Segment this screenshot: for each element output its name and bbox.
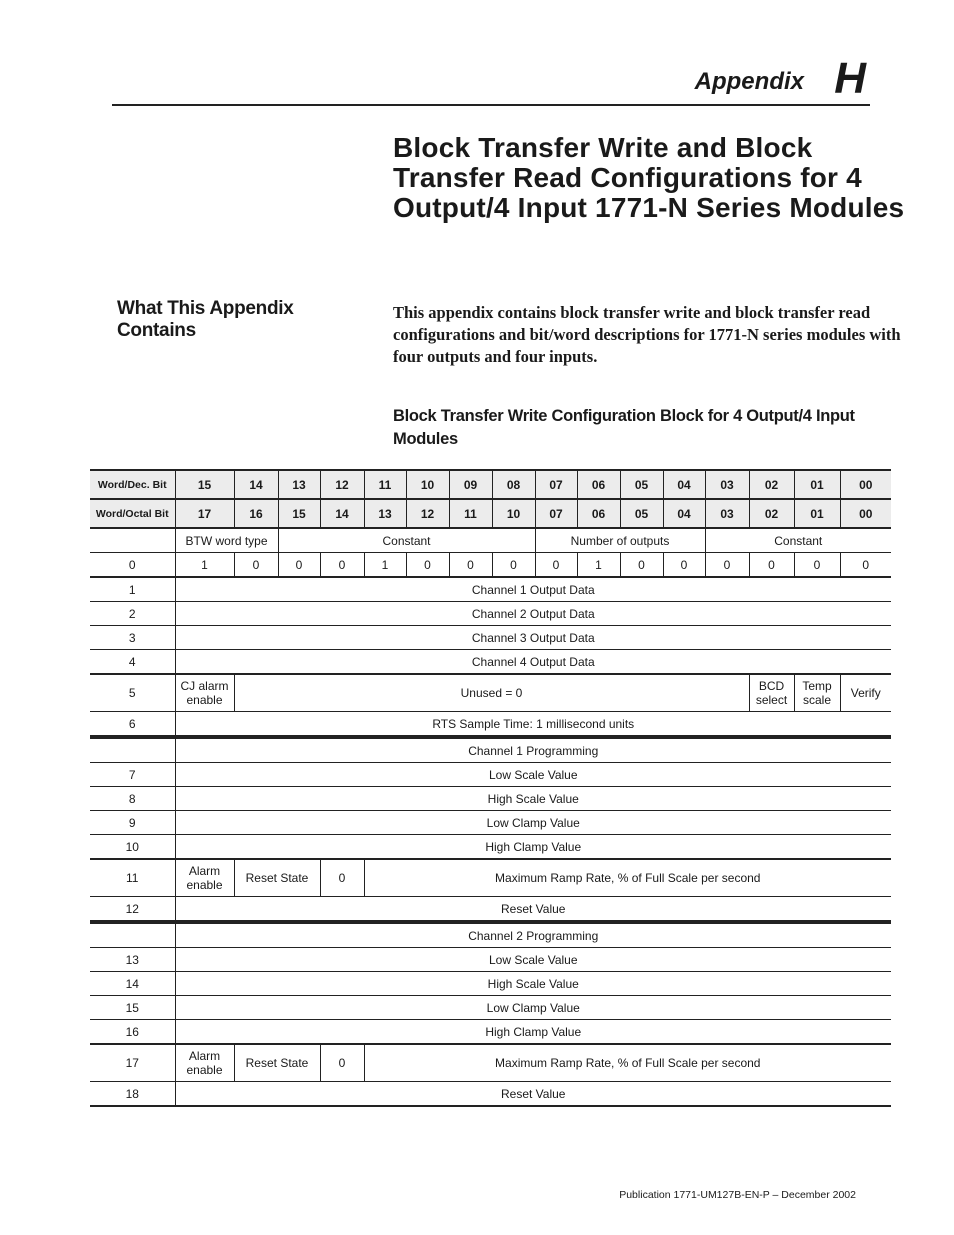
channel1-heading: Channel 1 Programming: [175, 737, 891, 763]
word-number: 0: [90, 553, 175, 578]
word-number: 12: [90, 897, 175, 923]
bit-cell: 05: [620, 470, 663, 499]
word5-row: [90, 674, 891, 712]
number-of-outputs-field: Number of outputs: [535, 528, 705, 553]
bit-cell: 1: [175, 553, 234, 578]
zero-bit: 0: [320, 1044, 364, 1082]
field-cell: RTS Sample Time: 1 millisecond units: [175, 712, 891, 738]
field-cell: High Clamp Value: [175, 1020, 891, 1045]
field-cell: Channel 3 Output Data: [175, 626, 891, 650]
field-cell: Low Scale Value: [175, 948, 891, 972]
bit-cell: 13: [278, 470, 320, 499]
unused-field: Unused = 0: [234, 674, 749, 712]
word-number: 18: [90, 1082, 175, 1107]
field-cell: Low Scale Value: [175, 763, 891, 787]
word-number: 5: [90, 674, 175, 712]
table-row: [90, 996, 891, 1020]
table-row: [90, 787, 891, 811]
header-row-decimal: [90, 470, 891, 499]
table-row: [90, 811, 891, 835]
table-row: [90, 577, 891, 602]
word-number: 16: [90, 1020, 175, 1045]
bit-cell: 16: [234, 499, 278, 528]
word-number: 7: [90, 763, 175, 787]
max-ramp-rate: Maximum Ramp Rate, % of Full Scale per second: [364, 1044, 891, 1082]
table-row: [90, 763, 891, 787]
alarm-enable: Alarm enable: [175, 1044, 234, 1082]
ramp-row: [90, 859, 891, 897]
table-row: [90, 650, 891, 675]
word-number: 11: [90, 859, 175, 897]
table-row: [90, 835, 891, 860]
bit-cell: 13: [364, 499, 406, 528]
bit-cell: 1: [577, 553, 620, 578]
max-ramp-rate: Maximum Ramp Rate, % of Full Scale per second: [364, 859, 891, 897]
word-cell-empty: [90, 737, 175, 763]
bit-cell: 06: [577, 470, 620, 499]
table-row: [90, 972, 891, 996]
bit-cell: 0: [705, 553, 749, 578]
reset-state: Reset State: [234, 859, 320, 897]
zero-bit: 0: [320, 859, 364, 897]
channel1-heading-row: [90, 737, 891, 763]
bit-cell: 07: [535, 470, 577, 499]
word-number: 14: [90, 972, 175, 996]
bit-cell: 10: [492, 499, 535, 528]
word-number: 3: [90, 626, 175, 650]
field-cell: Channel 2 Output Data: [175, 602, 891, 626]
appendix-word: Appendix: [694, 68, 804, 95]
bit-cell: 01: [794, 499, 840, 528]
field-cell: Channel 1 Output Data: [175, 577, 891, 602]
constant-field: Constant: [705, 528, 891, 553]
word-number: 6: [90, 712, 175, 738]
bit-cell: 10: [406, 470, 449, 499]
field-cell: Low Clamp Value: [175, 996, 891, 1020]
bit-cell: 14: [320, 499, 364, 528]
bit-cell: 00: [840, 499, 891, 528]
bit-cell: 12: [406, 499, 449, 528]
table-row: [90, 948, 891, 972]
table-row: [90, 897, 891, 923]
bit-cell: 03: [705, 499, 749, 528]
bit-cell: 0: [406, 553, 449, 578]
word6-row: [90, 712, 891, 738]
word-number: 10: [90, 835, 175, 860]
bit-cell: 0: [492, 553, 535, 578]
cj-alarm-enable: CJ alarm enable: [175, 674, 234, 712]
word-number: 17: [90, 1044, 175, 1082]
bit-cell: 0: [840, 553, 891, 578]
bit-cell: 06: [577, 499, 620, 528]
dec-bit-label: Word/Dec. Bit: [90, 470, 175, 499]
bit-cell: 17: [175, 499, 234, 528]
bit-cell: 08: [492, 470, 535, 499]
appendix-header: [112, 52, 870, 106]
word-cell-empty: [90, 922, 175, 948]
bit-cell: 0: [794, 553, 840, 578]
header-row-octal: [90, 499, 891, 528]
bit-cell: 05: [620, 499, 663, 528]
word0-field-row: [90, 528, 891, 553]
channel2-heading: Channel 2 Programming: [175, 922, 891, 948]
field-cell: Reset Value: [175, 1082, 891, 1107]
field-cell: Reset Value: [175, 897, 891, 923]
table-row: [90, 626, 891, 650]
verify: Verify: [840, 674, 891, 712]
word-number: 1: [90, 577, 175, 602]
btw-config-table: [90, 469, 891, 1107]
word-number: 9: [90, 811, 175, 835]
bit-cell: 00: [840, 470, 891, 499]
intro-paragraph: This appendix contains block transfer write and block transfer read configurations and bit/word descriptions for 1771-N series modules with four outputs and four inputs.: [393, 303, 901, 366]
table-title: Block Transfer Write Configuration Block for 4 Output/4 Input Modules: [393, 407, 855, 448]
word-number: 15: [90, 996, 175, 1020]
reset-state: Reset State: [234, 1044, 320, 1082]
bit-cell: 0: [449, 553, 492, 578]
bit-cell: 0: [620, 553, 663, 578]
bit-cell: 0: [320, 553, 364, 578]
bit-cell: 03: [705, 470, 749, 499]
temp-scale: Temp scale: [794, 674, 840, 712]
bit-cell: 11: [449, 499, 492, 528]
word0-value-row: [90, 553, 891, 578]
bit-cell: 11: [364, 470, 406, 499]
bit-cell: 1: [364, 553, 406, 578]
word-cell-empty: [90, 528, 175, 553]
word-number: 8: [90, 787, 175, 811]
table-row: [90, 602, 891, 626]
page-title: Block Transfer Write and Block Transfer Read Configurations for 4 Output/4 Input 1771-N Series Modules: [393, 132, 905, 223]
bit-cell: 04: [663, 470, 705, 499]
channel2-heading-row: [90, 922, 891, 948]
table-row: [90, 1020, 891, 1045]
publication-footer: Publication 1771-UM127B-EN-P – December 2002: [619, 1189, 856, 1201]
bit-cell: 02: [749, 499, 794, 528]
btw-word-type: BTW word type: [175, 528, 278, 553]
field-cell: Channel 4 Output Data: [175, 650, 891, 675]
bit-cell: 0: [663, 553, 705, 578]
field-cell: High Clamp Value: [175, 835, 891, 860]
bit-cell: 02: [749, 470, 794, 499]
bit-cell: 15: [175, 470, 234, 499]
bit-cell: 07: [535, 499, 577, 528]
oct-bit-label: Word/Octal Bit: [90, 499, 175, 528]
bit-cell: 0: [278, 553, 320, 578]
field-cell: Low Clamp Value: [175, 811, 891, 835]
bit-cell: 14: [234, 470, 278, 499]
bit-cell: 15: [278, 499, 320, 528]
bit-cell: 12: [320, 470, 364, 499]
word-number: 4: [90, 650, 175, 675]
side-heading: What This Appendix Contains: [117, 298, 294, 341]
ramp-row: [90, 1044, 891, 1082]
constant-field: Constant: [278, 528, 535, 553]
appendix-letter: H: [834, 54, 866, 103]
bcd-select: BCD select: [749, 674, 794, 712]
bit-cell: 09: [449, 470, 492, 499]
field-cell: High Scale Value: [175, 787, 891, 811]
bit-cell: 0: [535, 553, 577, 578]
table-row: [90, 1082, 891, 1107]
word-number: 13: [90, 948, 175, 972]
field-cell: High Scale Value: [175, 972, 891, 996]
word-number: 2: [90, 602, 175, 626]
bit-cell: 01: [794, 470, 840, 499]
bit-cell: 0: [749, 553, 794, 578]
bit-cell: 0: [234, 553, 278, 578]
alarm-enable: Alarm enable: [175, 859, 234, 897]
bit-cell: 04: [663, 499, 705, 528]
